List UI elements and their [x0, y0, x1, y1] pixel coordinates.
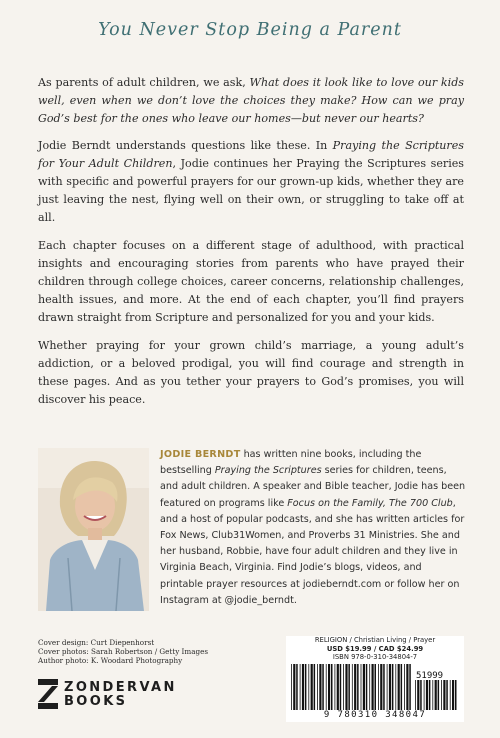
isbn-barcode — [290, 664, 412, 710]
barcode-bar — [372, 664, 374, 710]
barcode-bar — [361, 664, 362, 710]
paragraph-2-text-b: , Jodie continues her Praying the Scriptures series with specific and powerful prayers for our grown-up kids, whether they are just leaving the nest, flying well on their own, or struggling to take off at all. — [38, 157, 464, 224]
price-code: 51999 — [416, 671, 444, 681]
barcode-bar — [302, 664, 304, 710]
credit-cover-photos: Cover photos: Sarah Robertson / Getty Images — [38, 647, 209, 656]
price-barcode — [414, 680, 460, 710]
barcode-bar — [455, 680, 457, 710]
isbn: ISBN 978-0-310-34804-7 — [332, 653, 418, 662]
publisher-name: ZONDERVAN — [64, 680, 177, 695]
barcode-bar — [326, 664, 327, 710]
zondervan-mark-icon — [38, 679, 58, 709]
barcode-bar — [424, 680, 425, 710]
barcode-bar — [293, 664, 295, 710]
barcode-bar — [406, 664, 408, 710]
publisher-wordmark — [64, 681, 177, 709]
barcode-bar — [291, 664, 292, 710]
barcode-bar — [348, 664, 350, 710]
paragraph-1-text: As parents of adult children, we ask, — [38, 76, 250, 89]
barcode-bar — [441, 680, 442, 710]
barcode-bar — [378, 664, 379, 710]
author-photo — [38, 448, 149, 611]
author-photo-art — [38, 448, 149, 611]
barcode-bar — [426, 680, 428, 710]
barcode-bar — [420, 680, 422, 710]
paragraph-4: Whether praying for your grown child’s marriage, a young adult’s addiction, or a beloved prodigal, you will find courage and strength in these pages. And as you tether your prayers to God’s promises, you will discover his peace. — [38, 339, 464, 406]
barcode-bar — [308, 664, 309, 710]
barcode-bar — [331, 664, 333, 710]
barcode-bar — [429, 680, 431, 710]
bio-text-3: , and a host of popular podcasts, and she has written articles for Fox News, Club31Women, and Proverbs 31 Ministries. She and her husband, Robbie, have four adult children and they live in Virginia Beach, Virginia. Find Jodie’s blogs, videos, and printable prayer resources at jodieberndt.com or follow her on Instagram at @jodie_berndt. — [160, 497, 465, 606]
barcode-bar — [383, 664, 385, 710]
credit-cover-design: Cover design: Curt Diepenhorst — [38, 638, 155, 647]
barcode-bar — [452, 680, 454, 710]
bio-series-title: Praying the Scriptures — [214, 465, 322, 477]
barcode-bar — [319, 664, 321, 710]
headline: You Never Stop Being a Parent — [98, 20, 402, 40]
barcode-bar — [352, 664, 353, 710]
credit-author-photo: Author photo: K. Woodard Photography — [38, 656, 183, 665]
barcode-bar — [345, 664, 347, 710]
bio-programs: Focus on the Family, The 700 Club — [287, 497, 453, 509]
barcode-bar — [395, 664, 396, 710]
book-title: Praying the Scriptures for Your Adult Children — [38, 139, 464, 170]
barcode-bar — [363, 664, 365, 710]
barcode-bar — [450, 680, 451, 710]
bio-text-1: has written nine books, including the bestselling — [160, 449, 422, 477]
book-category: RELIGION / Christian Living / Prayer — [314, 636, 436, 644]
publisher-imprint: BOOKS — [64, 694, 128, 709]
barcode-bar — [401, 664, 403, 710]
barcode-bar — [296, 664, 298, 710]
barcode-bar — [435, 680, 437, 710]
paragraph-2-text-a: Jodie Berndt understands questions like these. In — [38, 139, 333, 152]
author-bio — [160, 447, 466, 609]
barcode-bar — [300, 664, 301, 710]
barcode-panel — [286, 636, 464, 722]
barcode-bar — [311, 664, 313, 710]
paragraph-2 — [38, 137, 464, 227]
barcode-info — [286, 636, 464, 662]
barcode-bar — [322, 664, 324, 710]
barcode-bar — [404, 664, 405, 710]
paragraph-3: Each chapter focuses on a different stage of adulthood, with practical insights and encouraging stories from parents who have prayed their children through college choices, career concerns, relationship challenges, health issues, and more. At the end of each chapter, you’ll find prayers drawn straight from Scripture and personalized for you and your kids. — [38, 239, 464, 324]
barcode-bar — [417, 680, 419, 710]
barcode-bar — [375, 664, 377, 710]
author-name: JODIE BERNDT — [160, 449, 241, 460]
barcode-bar — [343, 664, 344, 710]
barcode-bar — [389, 664, 391, 710]
barcode-bar — [432, 680, 433, 710]
barcode-digits: 9 780310 348047 — [323, 710, 427, 720]
barcode-bar — [314, 664, 316, 710]
barcode-bar — [446, 680, 448, 710]
barcode-bar — [392, 664, 394, 710]
barcode-bar — [357, 664, 359, 710]
barcode-bar — [305, 664, 307, 710]
paragraph-1-questions: What does it look like to love our kids well, even when we don’t love the choices they make? How can we pray God’s best for the ones who leave our homes—but never our hearts? — [38, 76, 464, 125]
publisher-logo — [38, 677, 198, 711]
barcode-bar — [337, 664, 339, 710]
barcode-bar — [438, 680, 440, 710]
barcode-bar — [387, 664, 388, 710]
barcode-bar — [366, 664, 368, 710]
description — [38, 74, 464, 419]
barcode-bar — [409, 664, 411, 710]
barcode-bar — [398, 664, 400, 710]
barcode-bar — [354, 664, 356, 710]
paragraph-1 — [38, 74, 464, 128]
barcode-bar — [380, 664, 382, 710]
barcode-bar — [317, 664, 318, 710]
book-price: USD $19.99 / CAD $24.99 — [326, 644, 424, 653]
barcode-bar — [443, 680, 445, 710]
credits — [38, 638, 208, 665]
barcode-bar — [328, 664, 330, 710]
barcode-bar — [340, 664, 342, 710]
barcode-bar — [369, 664, 370, 710]
barcode-bar — [415, 680, 416, 710]
bio-text-2: series for children, teens, and adult children. A speaker and Bible teacher, Jodie has been featured on programs like — [160, 465, 466, 509]
barcode-bar — [335, 664, 336, 710]
